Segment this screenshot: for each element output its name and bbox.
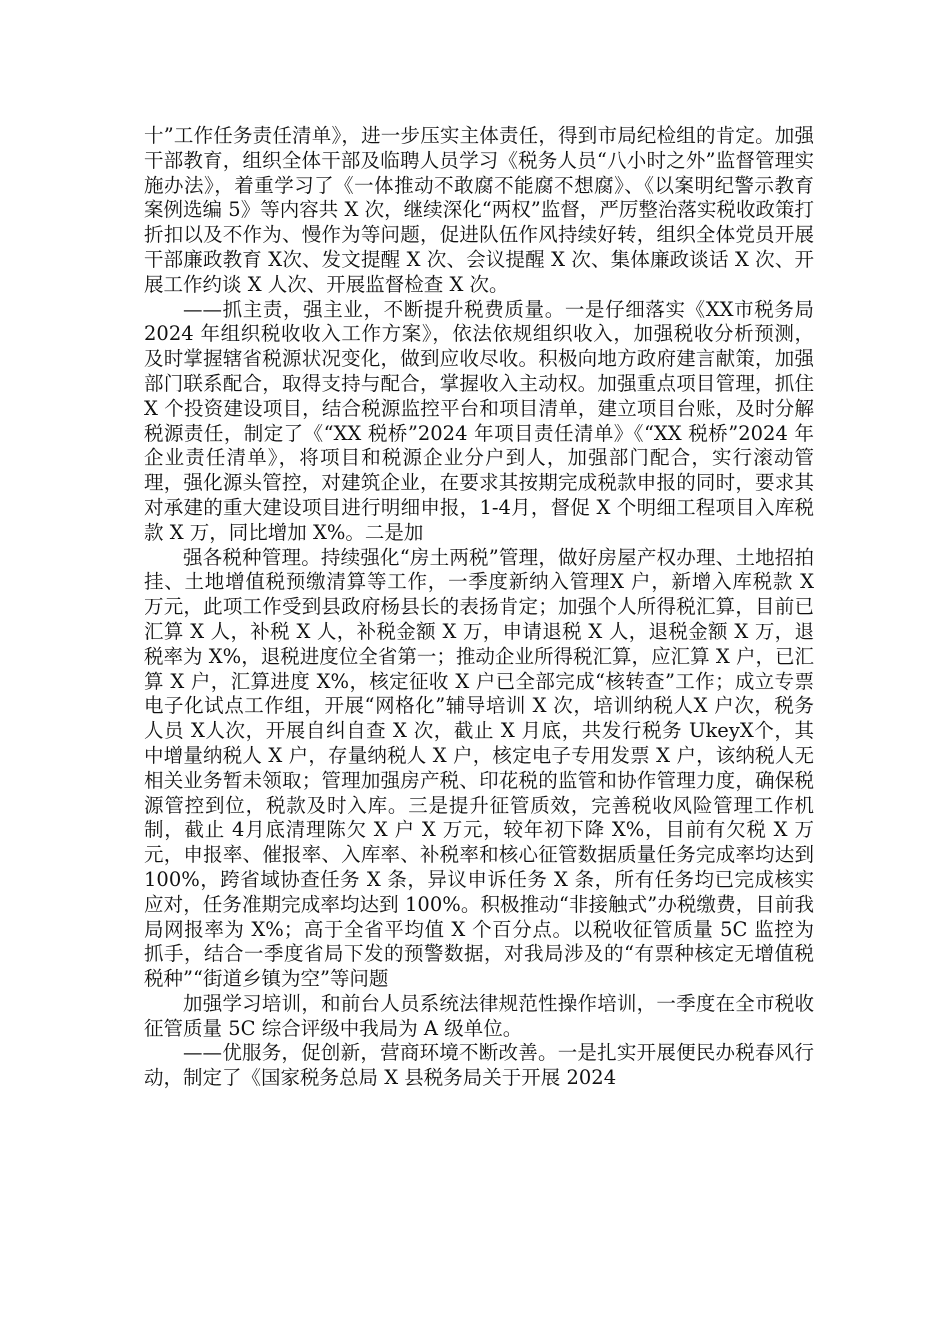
- document-body: [144, 124, 814, 1091]
- paragraph-training: 加强学习培训，和前台人员系统法律规范性操作培训，一季度在全市税收征管质量 5C 综合评级中我局为 A 级单位。: [144, 991, 814, 1040]
- paragraph-supervision: 十”工作任务责任清单》，进一步压实主体责任，得到市局纪检组的肯定。加强干部教育，组织全体干部及临聘人员学习《税务人员“八小时之外”监督管理实施办法》，着重学习了《一体推动不敢腐不能腐不想腐》、《以案明纪警示教育案例选编 5》等内容共 X 次，继续深化“两权”监督，严厉整治落实税收政策打折扣以及不作为、慢作为等问题，促进队伍作风持续好转，组织全体党员开展干部廉政教育 X次、发文提醒 X 次、会议提醒 X 次、集体廉政谈话 X 次、开展工作约谈 X 人次、开展监督检查 X 次。: [144, 124, 814, 296]
- paragraph-tax-types: 强各税种管理。持续强化“房土两税”管理，做好房屋产权办理、土地招拍挂、土地增值税预缴清算等工作，一季度新纳入管理X 户，新增入库税款 X 万元，此项工作受到县政府杨县长的表扬肯定；加强个人所得税汇算，目前已汇算 X 人，补税 X 人，补税金额 X 万，申请退税 X 人，退税金额 X 万，退税率为 X%，退税进度位全省第一；推动企业所得税汇算，应汇算 X 户，已汇算 X 户，汇算进度 X%，核定征收 X 户已全部完成“核转查”工作；成立专票电子化试点工作组，开展“网格化”辅导培训 X 次，培训纳税人X 户次，税务人员 X人次，开展自纠自查 X 次，截止 X 月底，共发行税务 UkeyX个，其中增量纳税人 X 户，存量纳税人 X 户，核定电子专用发票 X 户，该纳税人无相关业务暂未领取；管理加强房产税、印花税的监管和协作管理力度，确保税源管控到位，税款及时入库。三是提升征管质效，完善税收风险管理工作机制，截止 4月底清理陈欠 X 户 X 万元，较年初下降 X%，目前有欠税 X 万元，申报率、催报率、入库率、补税率和核心征管数据质量任务完成率均达到 100%，跨省域协查任务 X 条，异议申诉任务 X 条，所有任务均已完成核实应对，任务准期完成率均达到 100%。积极推动“非接触式”办税缴费，目前我局网报率为 X%；高于全省平均值 X 个百分点。以税收征管质量 5C 监控为抓手，结合一季度省局下发的预警数据，对我局涉及的“有票种核定无增值税税种”“街道乡镇为空”等问题: [144, 545, 814, 991]
- paragraph-tax-quality: ——抓主责，强主业，不断提升税费质量。一是仔细落实《XX市税务局 2024 年组织税收收入工作方案》，依法依规组织收入，加强税收分析预测，及时掌握辖省税源状况变化，做到应收尽收。积极向地方政府建言献策，加强部门联系配合，取得支持与配合，掌握收入主动权。加强重点项目管理，抓住 X 个投资建设项目，结合税源监控平台和项目清单，建立项目台账，及时分解税源责任，制定了《“XX 税桥”2024 年项目责任清单》《“XX 税桥”2024 年企业责任清单》，将项目和税源企业分户到人，加强部门配合，实行滚动管理，强化源头管控，对建筑企业，在要求其按期完成税款申报的同时，要求其对承建的重大建设项目进行明细申报，1-4月，督促 X 个明细工程项目入库税款 X 万，同比增加 X%。二是加: [144, 297, 814, 544]
- paragraph-service: ——优服务，促创新，营商环境不断改善。一是扎实开展便民办税春风行动，制定了《国家税务总局 X 县税务局关于开展 2024: [144, 1041, 814, 1090]
